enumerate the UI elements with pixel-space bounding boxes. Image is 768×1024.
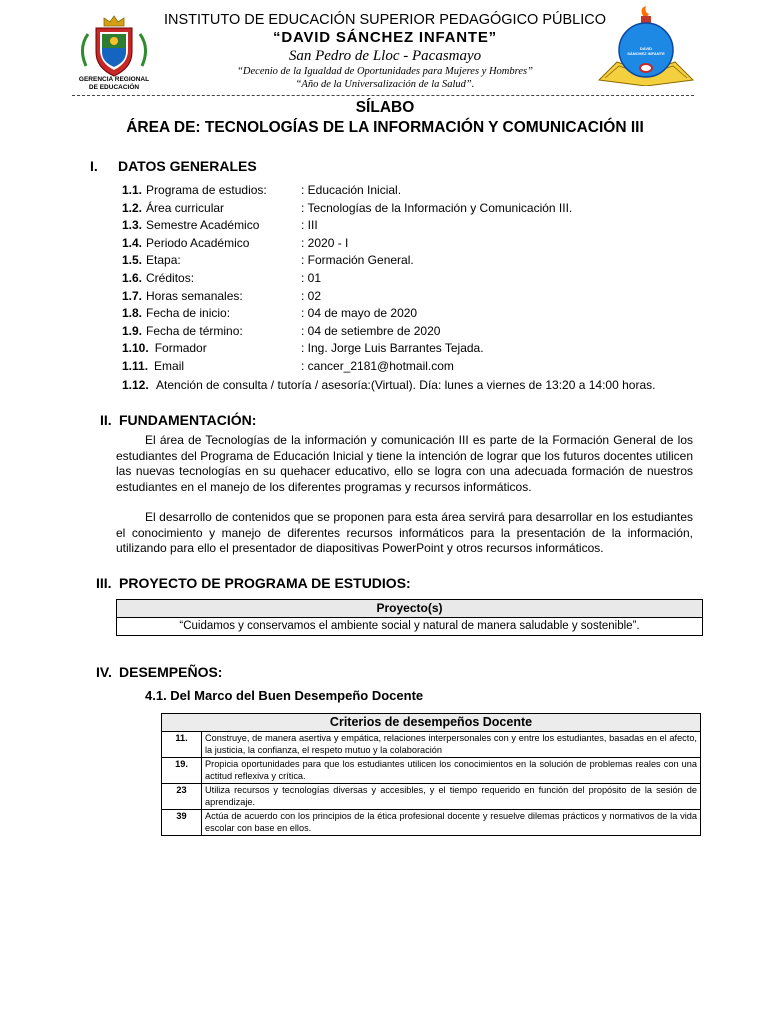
item-number: 1.5. — [122, 253, 143, 268]
item-label: Etapa: — [146, 253, 181, 268]
criterion-number: 39 — [162, 810, 202, 836]
project-table-cell: “Cuidamos y conservamos el ambiente social y natural de manera saludable y sostenible”. — [179, 620, 640, 632]
item-value: : 01 — [301, 270, 322, 285]
institute-location: San Pedro de Lloc - Pacasmayo — [288, 48, 482, 64]
section-1-number: I. — [90, 158, 98, 174]
item-number: 1.6. — [122, 270, 143, 285]
general-data-item — [122, 182, 682, 200]
rationale-paragraph-1: El área de Tecnologías de la información y comunicación III es parte de la Formación General de los estudiantes del Programa de Educación Inicial y tiene la intención de lograr que los futuros docentes utilicen las nuevas tecnologías en su quehacer educativo, ello se logra con una adecuada formación de nuestros estudiantes en el manejo de los diferentes programas y recursos informáticos. — [116, 433, 693, 494]
section-4-number: IV. — [96, 664, 112, 680]
logo-caption-2: DE EDUCACIÓN — [88, 84, 140, 91]
criterion-text: Construye, de manera asertiva y empática, relaciones interpersonales con y entre los estudiantes, basadas en el afecto, la justicia, la confianza, el respeto mutuo y la colaboración — [202, 732, 701, 758]
item-label: Horas semanales: — [146, 288, 243, 303]
year-motto: “Año de la Universalización de la Salud”. — [295, 79, 475, 90]
table-row — [162, 784, 701, 810]
general-data-item — [122, 270, 682, 288]
emblem-text-1: DAVID — [639, 46, 653, 51]
item-label: Área curricular — [146, 200, 225, 215]
performance-criteria-table — [161, 713, 701, 836]
logo-caption-1: GERENCIA REGIONAL — [78, 76, 150, 83]
item-value: : 2020 - I — [301, 235, 349, 250]
subsection-4-1-title: 4.1. Del Marco del Buen Desempeño Docente — [145, 688, 424, 703]
section-2-number: II. — [100, 412, 112, 428]
item-number: 1.10. — [122, 341, 149, 356]
project-table — [116, 599, 703, 636]
criterion-text: Utiliza recursos y tecnologías diversas y accesibles, y el tiempo requerido en función del propósito de la sesión de aprendizaje. — [202, 784, 701, 810]
item-label: Programa de estudios: — [146, 183, 267, 197]
general-data-item — [122, 252, 682, 270]
general-data-list — [122, 182, 682, 376]
item-number: 1.12. — [122, 378, 149, 392]
item-label: Formador — [154, 341, 207, 356]
item-label: Semestre Académico — [146, 218, 260, 233]
criterion-number: 19. — [162, 758, 202, 784]
institute-name: INSTITUTO DE EDUCACIÓN SUPERIOR PEDAGÓGICO PÚBLICO — [163, 12, 607, 28]
emblem-text-2: SÁNCHEZ INFANTE — [627, 51, 665, 56]
document-title: SÍLABO — [355, 99, 415, 116]
section-3-number: III. — [96, 575, 112, 591]
section-3-title: PROYECTO DE PROGRAMA DE ESTUDIOS: — [119, 575, 411, 591]
item-label: Fecha de inicio: — [146, 306, 231, 321]
header-divider — [72, 95, 694, 96]
general-data-item — [122, 323, 682, 341]
item-value: : cancer_2181@hotmail.com — [301, 358, 454, 373]
section-1-title: DATOS GENERALES — [118, 158, 257, 174]
item-label: Periodo Académico — [146, 235, 250, 250]
item-value: : Tecnologías de la Información y Comunicación III. — [301, 200, 573, 215]
item-value: : III — [301, 218, 318, 233]
regional-government-logo — [74, 14, 154, 94]
item-value: : 04 de mayo de 2020 — [301, 306, 418, 321]
criterion-number: 11. — [162, 732, 202, 758]
table-row — [162, 732, 701, 758]
area-title: ÁREA DE: TECNOLOGÍAS DE LA INFORMACIÓN Y COMUNICACIÓN III — [126, 119, 644, 136]
consultation-text: Atención de consulta / tutoría / asesoría:(Virtual). Día: lunes a viernes de 13:20 a 14:00 horas. — [156, 378, 656, 392]
criterion-text: Propicia oportunidades para que los estudiantes utilicen los conocimientos en la solución de problemas reales con una actitud reflexiva y crítica. — [202, 758, 701, 784]
criterion-number: 23 — [162, 784, 202, 810]
table-row — [162, 758, 701, 784]
general-data-item — [122, 305, 682, 323]
criterion-text: Actúa de acuerdo con los principios de la ética profesional docente y resuelve dilemas prácticos y normativos de la vida escolar con base en ellos. — [202, 810, 701, 836]
decade-motto: “Decenio de la Igualdad de Oportunidades para Mujeres y Hombres” — [237, 66, 533, 77]
table-row — [162, 810, 701, 836]
item-value: : Formación General. — [301, 253, 414, 268]
regional-shield-icon — [74, 14, 154, 78]
project-table-header: Proyecto(s) — [117, 600, 702, 618]
item-label: Fecha de término: — [146, 323, 243, 338]
item-number: 1.7. — [122, 288, 143, 303]
general-data-item — [122, 200, 682, 218]
general-data-item — [122, 235, 682, 253]
institute-patron-name: “DAVID SÁNCHEZ INFANTE” — [273, 29, 497, 46]
item-value: : 02 — [301, 288, 322, 303]
section-4-title: DESEMPEÑOS: — [119, 664, 223, 680]
criteria-table-header: Criterios de desempeños Docente — [162, 714, 701, 732]
item-number: 1.8. — [122, 306, 143, 321]
item-value: : Educación Inicial. — [301, 183, 402, 197]
item-number: 1.3. — [122, 218, 143, 233]
general-data-item — [122, 358, 682, 376]
item-number: 1.11. — [122, 358, 149, 373]
item-value: : 04 de setiembre de 2020 — [301, 323, 441, 338]
rationale-paragraph-2: El desarrollo de contenidos que se proponen para esta área servirá para desarrollar en los estudiantes el conocimiento y manejo de diferentes recursos informáticos para la presentación de la información, utilizando para ello el presentador de diapositivas PowerPoint y otros recursos informáticos. — [116, 510, 693, 555]
item-label: Email — [154, 358, 185, 373]
section-2-title: FUNDAMENTACIÓN: — [119, 412, 257, 428]
item-label: Créditos: — [146, 270, 195, 285]
general-data-item — [122, 217, 682, 235]
item-number: 1.4. — [122, 235, 143, 250]
item-number: 1.2. — [122, 200, 143, 215]
general-data-item — [122, 340, 682, 358]
general-data-item — [122, 288, 682, 306]
item-value: : Ing. Jorge Luis Barrantes Tejada. — [301, 341, 484, 356]
item-number: 1.1. — [122, 183, 143, 197]
general-data-item — [122, 377, 722, 395]
item-number: 1.9. — [122, 323, 143, 338]
